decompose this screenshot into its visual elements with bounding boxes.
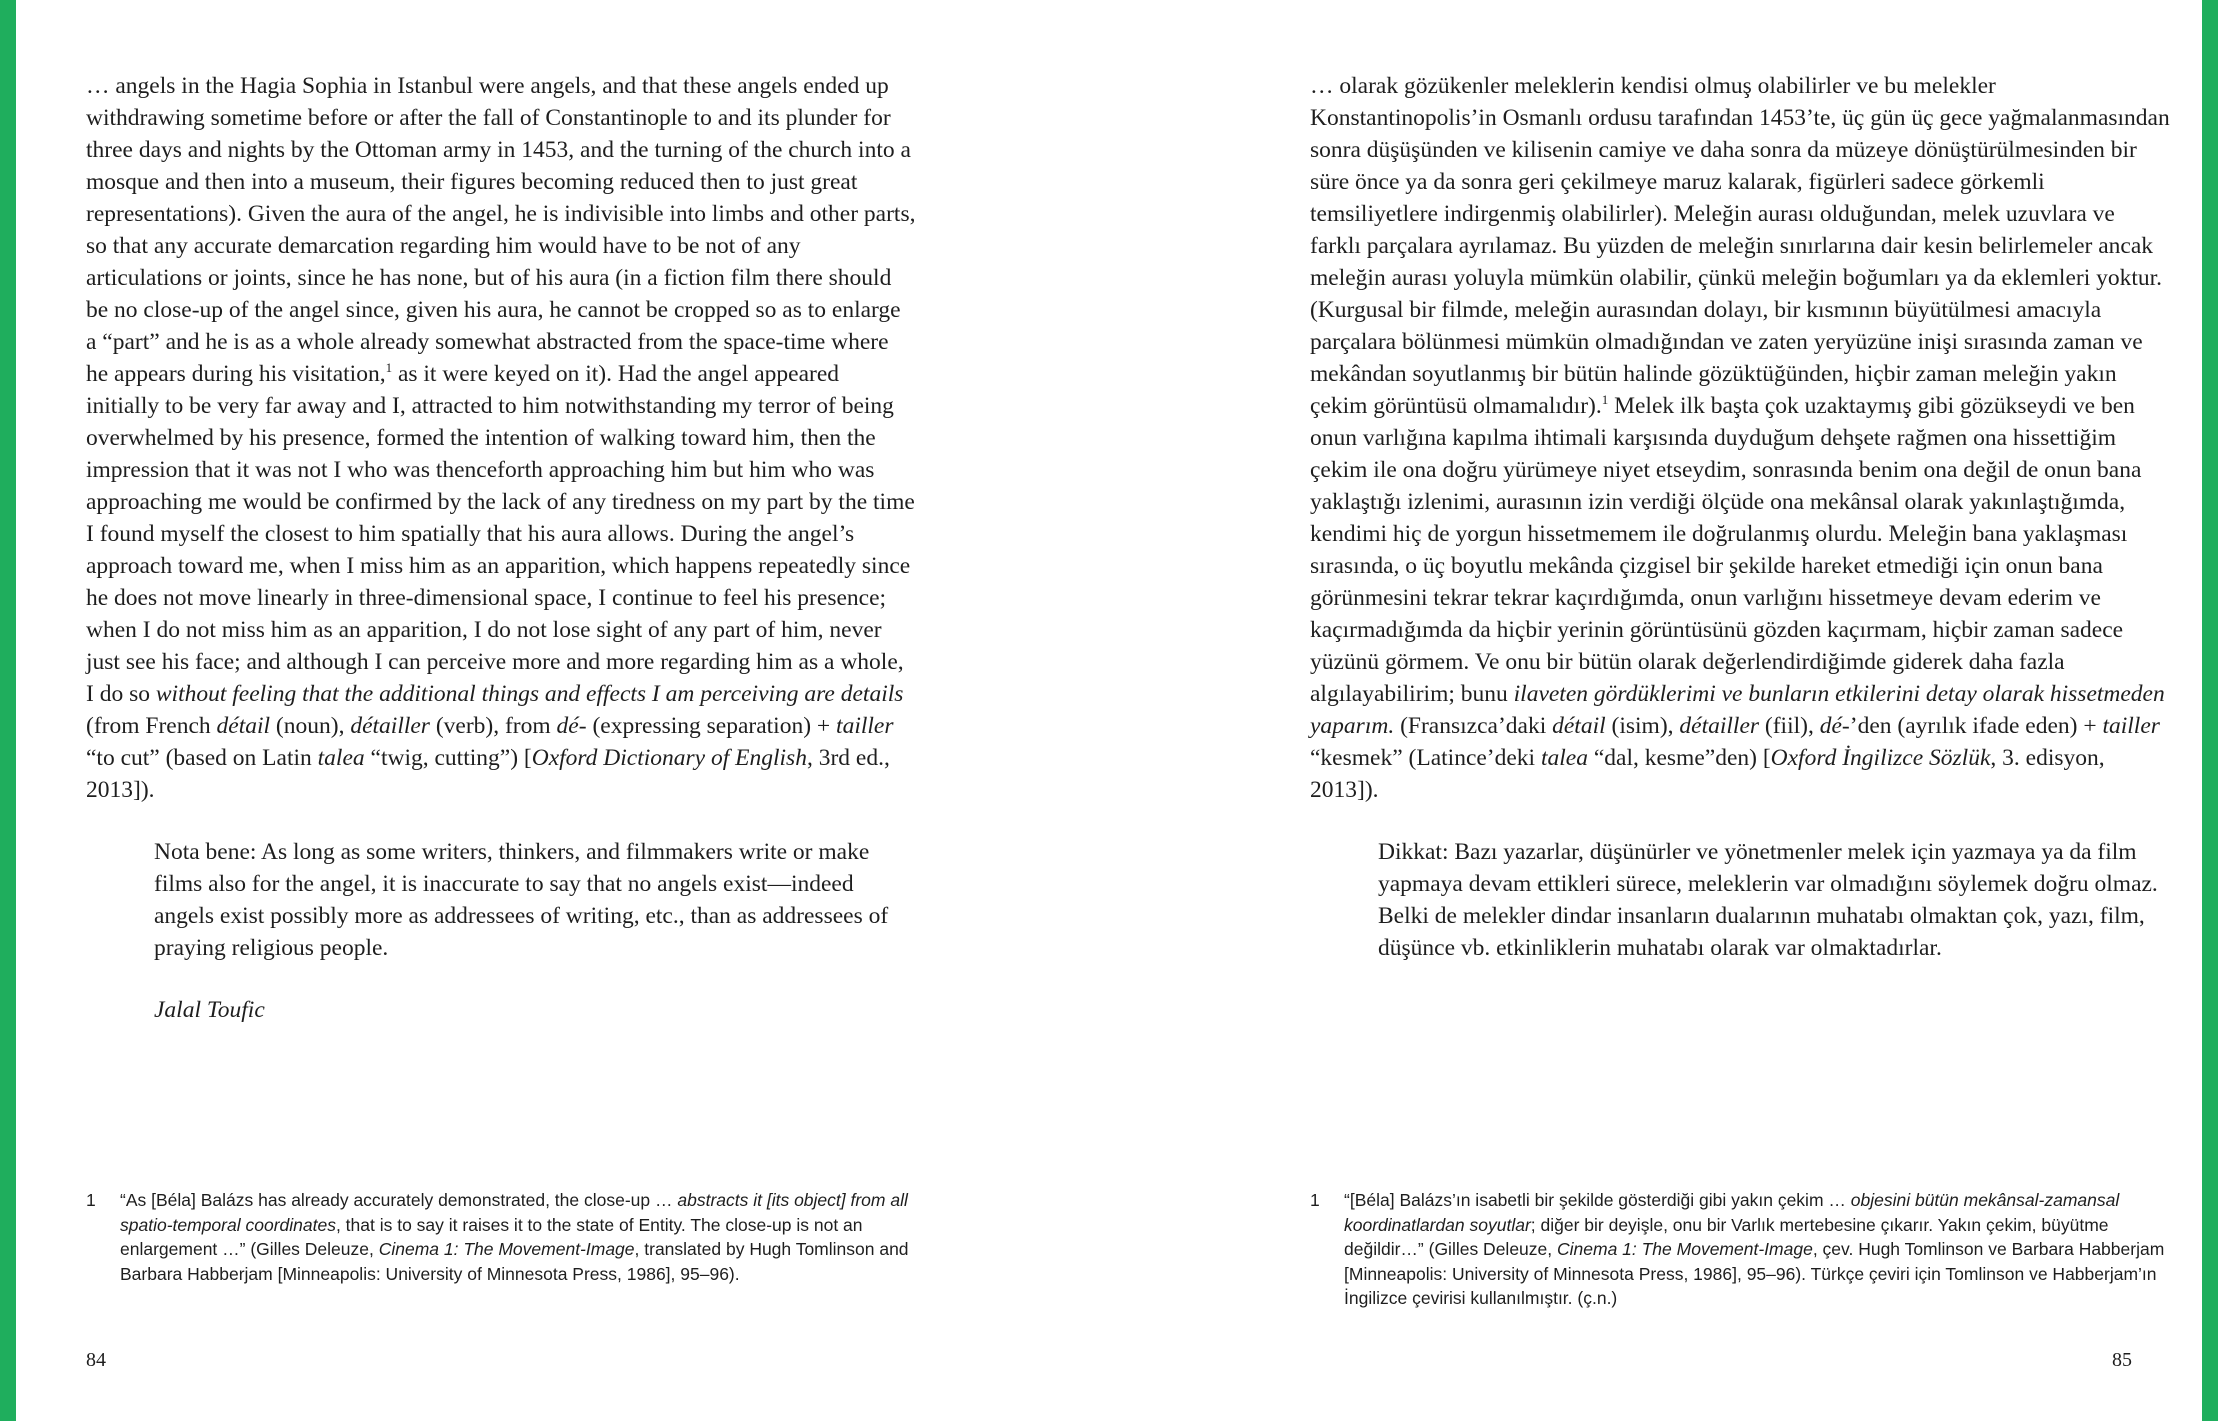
- text-run: (noun),: [270, 713, 351, 739]
- italic-text: tailler: [2102, 713, 2160, 739]
- text-run: “twig, cutting”) [: [364, 745, 532, 771]
- text-run: … olarak gözükenler meleklerin kendisi olmuş olabilirler ve bu melekler Konstantinopolis’in Osmanlı ordusu tarafından 1453’te, üç gün üç gece yağmalanmasından sonra düşüşünden ve kilisenin camiye ve daha sonra da müzeye dönüştürülmesinden bir süre önce ya da sonra geri çekilmeye maruz kalarak, figürleri sadece görkemli temsiliyetlere indirgenmiş olabilirler). Meleğin aurası olduğundan, melek uzuvlara ve farklı parçalara ayrılamaz. Bu yüzden de meleğin sınırlarına dair kesin belirlemeler ancak meleğin aurası yoluyla mümkün olabilir, çünkü meleğin boğumları ya da eklemleri yoktur. (Kurgusal bir filmde, meleğin aurasından dolayı, bir kısmının büyütülmesi amacıyla parçalara bölünmesi mümkün olmadığından ve zaten yeryüzüne inişi sırasında zaman ve mekândan soyutlanmış bir bütün halinde gözüktüğünden, hiçbir zaman meleğin yakın çekim görüntüsü olmamalıdır).: [1310, 73, 2170, 419]
- footnote-marker: 1: [1601, 392, 1609, 408]
- italic-text: objesini bütün mekânsal-zamansal koordinatlardan soyutlar: [1344, 1190, 2120, 1235]
- left-page: [86, 70, 916, 1026]
- text-run: (fiil),: [1759, 713, 1820, 739]
- italic-text: dé-: [1819, 713, 1850, 739]
- text-run: “[Béla] Balázs’ın isabetli bir şekilde gösterdiği gibi yakın çekim …: [1344, 1190, 1851, 1210]
- right-page: [1310, 70, 2170, 964]
- italic-text: dé-: [556, 713, 587, 739]
- text-run: as it were keyed on it). Had the angel appeared initially to be very far away and I, attracted to him notwithstanding my terror of being overwhelmed by his presence, formed the intention of walking toward him, then the impression that it was not I who was thenceforth approaching him but him who was approaching me would be confirmed by the lack of any tiredness on my part by the time I found myself the closest to him spatially that his aura allows. During the angel’s approach toward me, when I miss him as an apparition, which happens repeatedly since he does not move linearly in three-dimensional space, I continue to feel his presence; when I do not miss him as an apparition, I do not lose sight of any part of him, never just see his face; and although I can perceive more and more regarding him as a whole, I do so: [86, 361, 915, 707]
- author-signature: Jalal Toufic: [154, 997, 265, 1023]
- text-run: “to cut” (based on Latin: [86, 745, 318, 771]
- italic-text: Cinema 1: The Movement-Image: [1557, 1239, 1813, 1259]
- footnote-number: 1: [86, 1190, 96, 1210]
- text-run: “dal, kesme”den) [: [1587, 745, 1771, 771]
- footnote: [1310, 1188, 2170, 1311]
- text-run: (isim),: [1605, 713, 1680, 739]
- italic-text: Oxford İngilizce Sözlük: [1770, 745, 1991, 771]
- right-green-border: [2202, 0, 2218, 1421]
- italic-text: tailler: [836, 713, 894, 739]
- text-run: , 3rd ed., 2013]).: [86, 745, 890, 803]
- text-run: , that is to say it raises it to the state of Entity. The close-up is not an enlargement …” (Gilles Deleuze,: [120, 1214, 863, 1259]
- text-run: (expressing separation) +: [586, 713, 837, 739]
- nota-bene: Nota bene: As long as some writers, thinkers, and filmmakers write or make films also for the angel, it is inaccurate to say that no angels exist—indeed angels exist possibly more as addressees of writing, etc., than as addressees of praying religious people.: [154, 839, 889, 961]
- page-number: 84: [86, 1349, 106, 1371]
- footnote-marker: 1: [385, 360, 393, 376]
- text-run: , çev. Hugh Tomlinson ve Barbara Habberjam [Minneapolis: University of Minnesota Press, 1986], 95–96). Türkçe çeviri için Tomlinson ve Habberjam’ın İngilizce çevirisi kullanılmıştır. (ç.n.): [1344, 1239, 2165, 1308]
- text-run: ; diğer bir deyişle, onu bir Varlık mertebesine çıkarır. Yakın çekim, büyütme değildir…” (Gilles Deleuze,: [1344, 1214, 2109, 1259]
- italic-text: détail: [216, 713, 271, 739]
- text-run: (verb), from: [429, 713, 557, 739]
- italic-text: détailler: [350, 713, 430, 739]
- text-run: “As [Béla] Balázs has already accurately demonstrated, the close-up …: [120, 1190, 678, 1210]
- footnote-text: [120, 1188, 916, 1286]
- footnote-number: 1: [1310, 1190, 1320, 1210]
- italic-text: talea: [1540, 745, 1588, 771]
- italic-text: talea: [317, 745, 365, 771]
- text-run: (Fransızca’daki: [1394, 713, 1553, 739]
- italic-text: ilaveten gördüklerimi ve bunların etkilerini detay olarak hissetmeden yaparım.: [1310, 681, 2165, 739]
- italic-text: without feeling that the additional things and effects I am perceiving are details: [155, 681, 904, 707]
- italic-text: détail: [1552, 713, 1606, 739]
- footnote: [86, 1188, 916, 1286]
- body-paragraph: [1310, 70, 2170, 806]
- footnote-text: [1344, 1188, 2170, 1311]
- text-run: , translated by Hugh Tomlinson and Barbara Habberjam [Minneapolis: University of Minnesota Press, 1986], 95–96).: [120, 1239, 909, 1284]
- italic-text: Oxford Dictionary of English: [531, 745, 807, 771]
- text-run: (from French: [86, 713, 217, 739]
- text-run: , 3. edisyon, 2013]).: [1310, 745, 2105, 803]
- italic-text: abstracts it [its object] from all spatio-temporal coordinates: [120, 1190, 908, 1235]
- text-run: … angels in the Hagia Sophia in Istanbul were angels, and that these angels ended up withdrawing sometime before or after the fall of Constantinople to and its plunder for three days and nights by the Ottoman army in 1453, and the turning of the church into a mosque and then into a museum, their figures becoming reduced then to just great representations). Given the aura of the angel, he is indivisible into limbs and other parts, so that any accurate demarcation regarding him would have to be not of any articulations or joints, since he has none, but of his aura (in a fiction film there should be no close-up of the angel since, given his aura, he cannot be cropped so as to enlarge a “part” and he is as a whole already somewhat abstracted from the space-time where he appears during his visitation,: [86, 73, 916, 387]
- nota-bene: Dikkat: Bazı yazarlar, düşünürler ve yönetmenler melek için yazmaya ya da film yapmaya devam ettikleri sürece, meleklerin var olmadığını söylemek doğru olmaz. Belki de melekler dindar insanların dualarının muhatabı olmaktan çok, yazı, film, düşünce vb. etkinliklerin muhatabı olarak var olmaktadırlar.: [1378, 839, 2158, 961]
- page-number: 85: [2112, 1349, 2132, 1371]
- text-run: Melek ilk başta çok uzaktaymış gibi gözükseydi ve ben onun varlığına kapılma ihtimali karşısında duyduğum dehşete rağmen ona hissettiğim çekim ile ona doğru yürümeye niyet etseydim, sonrasında benim ona değil de onun bana yaklaştığı izlenimi, aurasının izin verdiği ölçüde ona mekânsal olarak yakınlaştığımda, kendimi hiç de yorgun hissetmemem ile doğrulanmış olurdu. Meleğin bana yaklaşması sırasında, o üç boyutlu mekânda çizgisel bir şekilde hareket etmediği için onun bana görünmesini tekrar tekrar kaçırdığımda, onun varlığını hissetmeye devam ederim ve kaçırmadığımda da hiçbir yerinin görüntüsünü gözden kaçırmam, hiçbir zaman sadece yüzünü görmem. Ve onu bir bütün olarak değerlendirdiğimde giderek daha fazla algılayabilirim; bunu: [1310, 393, 2142, 707]
- left-green-border: [0, 0, 16, 1421]
- text-run: ’den (ayrılık ifade eden) +: [1849, 713, 2103, 739]
- italic-text: Cinema 1: The Movement-Image: [378, 1239, 635, 1259]
- italic-text: détailler: [1679, 713, 1760, 739]
- text-run: “kesmek” (Latince’deki: [1310, 745, 1541, 771]
- body-paragraph: [86, 70, 916, 806]
